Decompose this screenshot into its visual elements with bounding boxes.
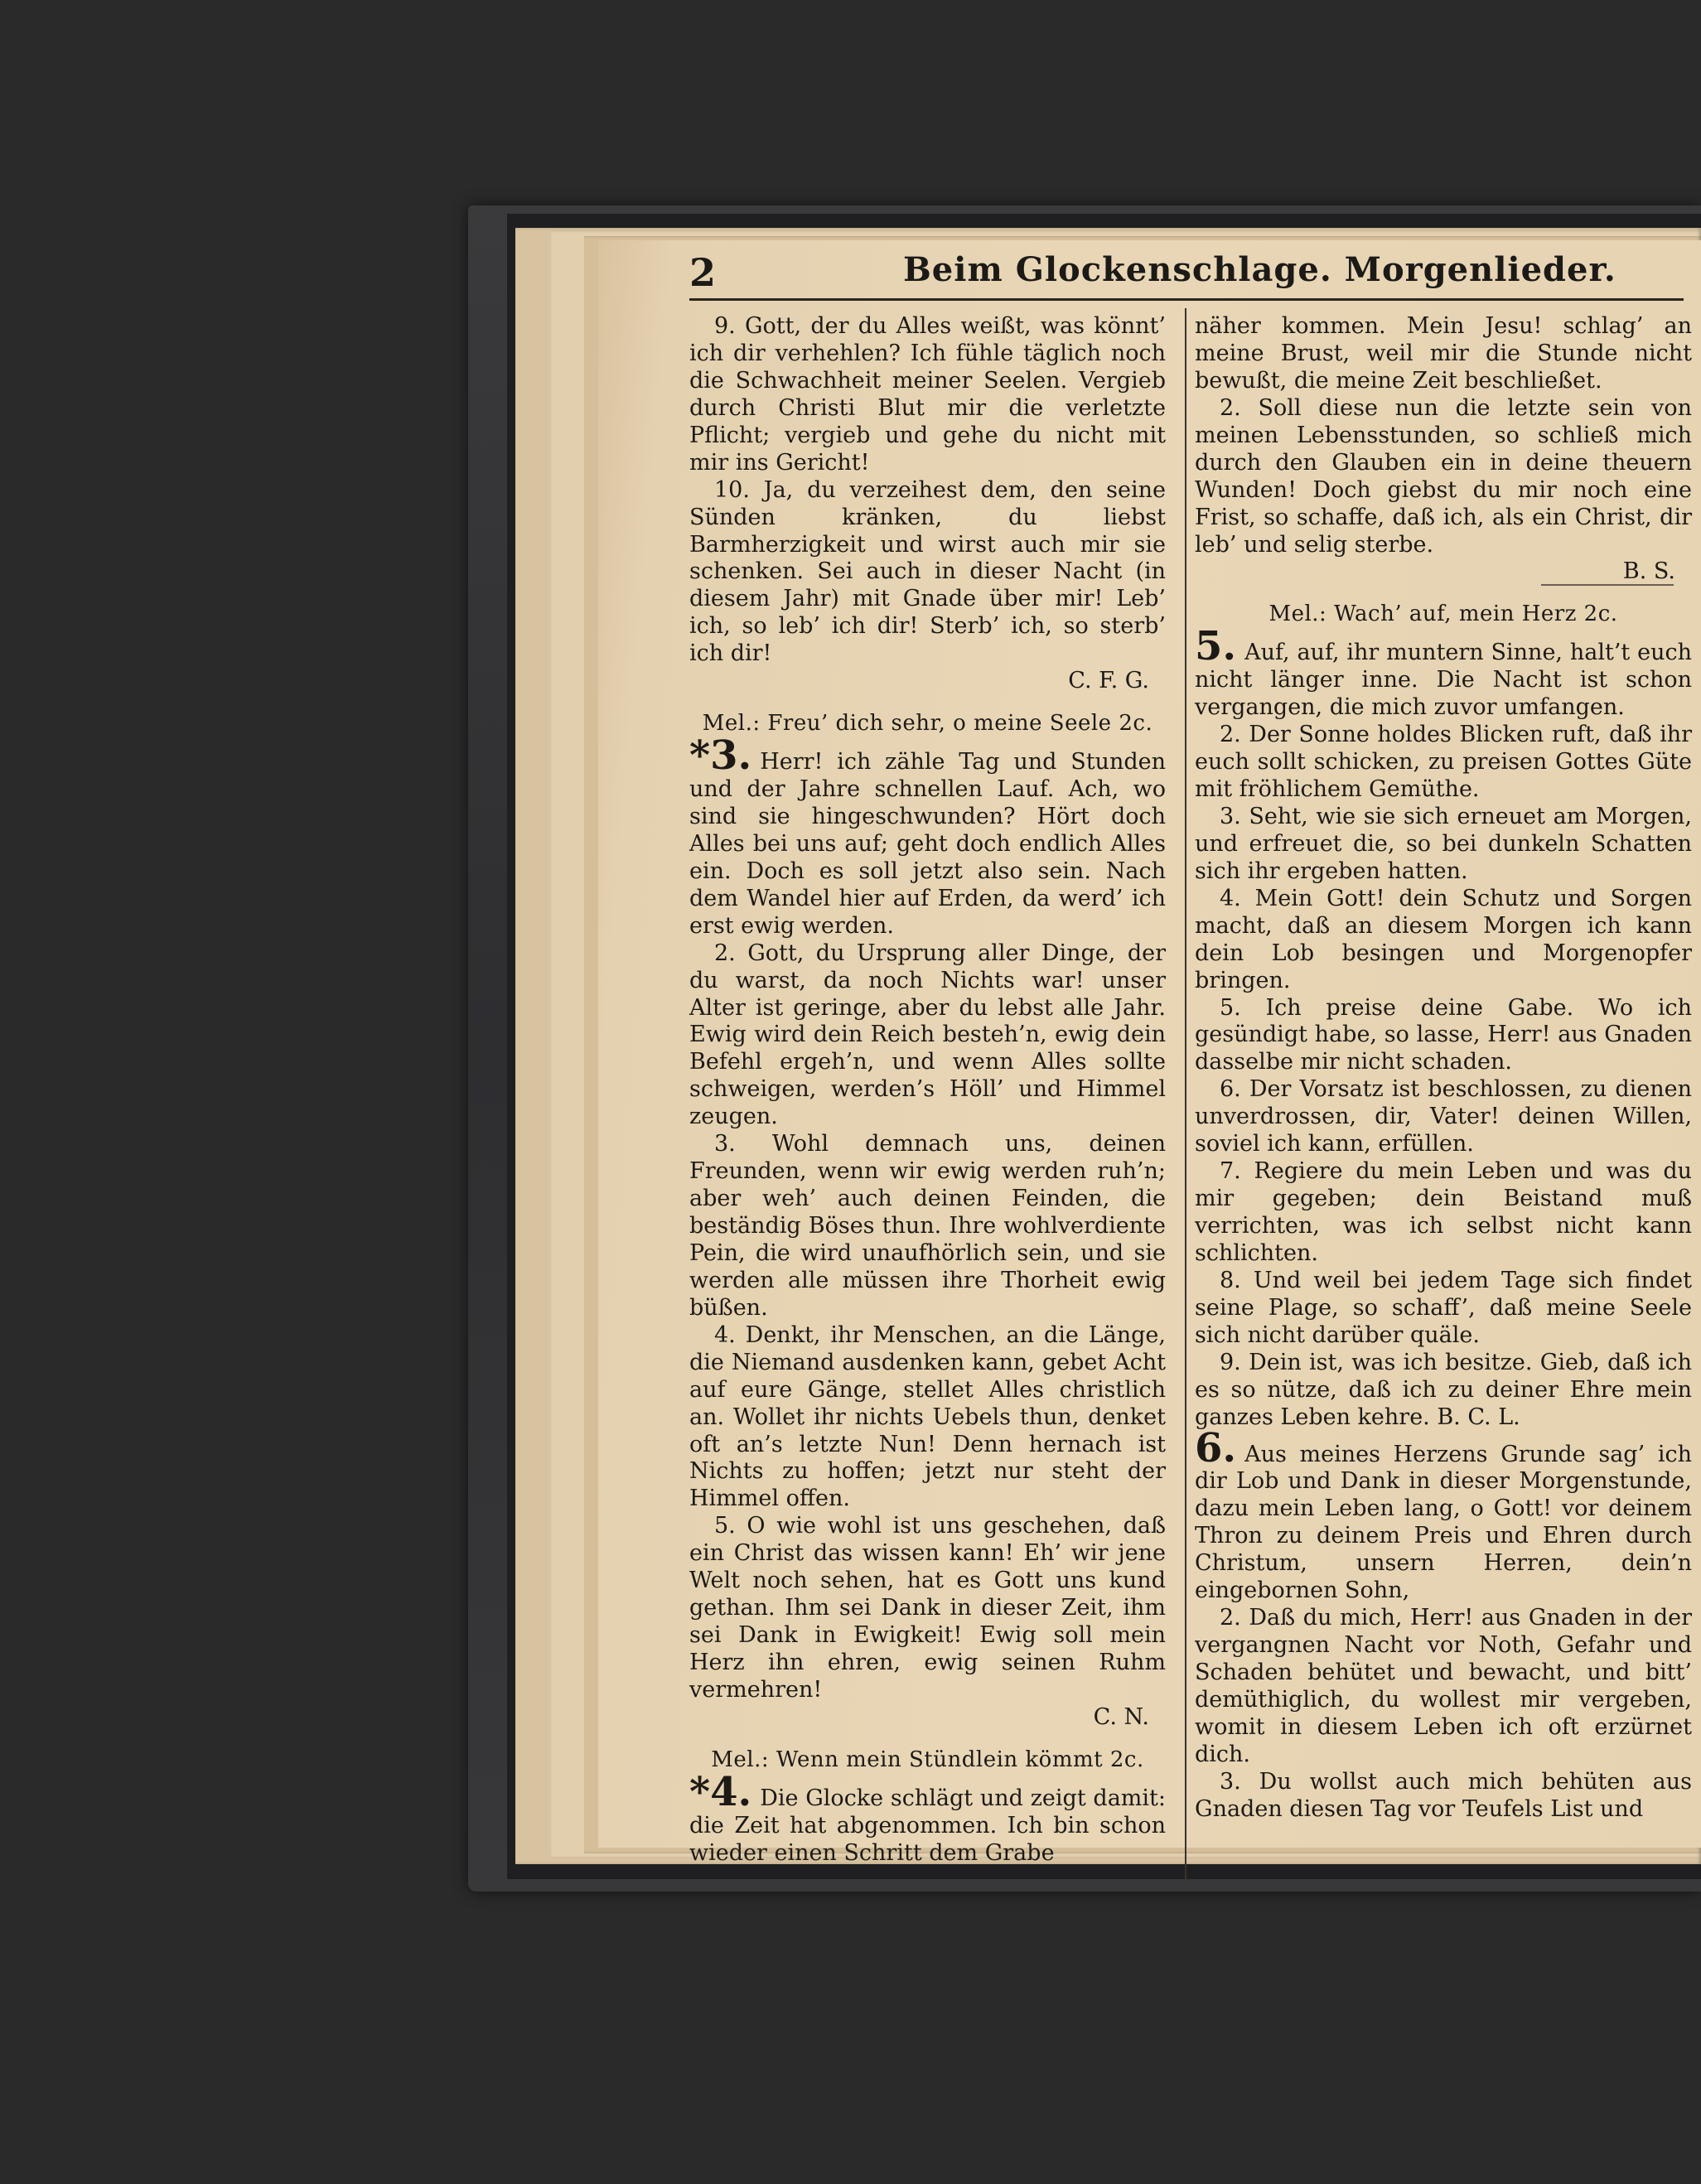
verse-paragraph: [1195, 1158, 1692, 1268]
right-column: [1195, 313, 1692, 1824]
paragraph-text: 9. Gott, der du Alles weißt, was könnt’ ich dir verhehlen? Ich fühle täglich noch die Schwachheit meiner Seelen. Vergieb durch Christi Blut mir die verletzte Pflicht; vergieb und gehe du nicht mit mir ins Gericht!: [689, 313, 1166, 476]
paragraph-text: Aus meines Herzens Grunde sag’ ich dir Lob und Dank in dieser Morgenstunde, dazu mein Leben lang, o Gott! vor deinem Thron zu deinem Preis und Ehren durch Christum, unsern Herren, dein’n eingebornen Sohn,: [1195, 1441, 1692, 1604]
hymn-number: 5.: [1195, 623, 1237, 670]
hymn-number: 6.: [1195, 1424, 1237, 1471]
paragraph-text: 3. Seht, wie sie sich erneuet am Morgen, und erfreuet die, so bei dunkeln Schatten sich ihr ergeben hatten.: [1195, 803, 1692, 884]
verse-paragraph: [1195, 313, 1692, 395]
paragraph-text: C. F. G.: [1068, 668, 1149, 694]
hymn-start: [689, 1768, 1166, 1868]
author-initials: [689, 668, 1166, 695]
running-head: Beim Glockenschlage. Morgenlieder.: [903, 250, 1616, 289]
paragraph-text: 6. Der Vorsatz ist beschlossen, zu dienen unverdrossen, dir, Vater! deinen Willen, soviel ich kann, erfüllen.: [1195, 1076, 1692, 1157]
left-column: [689, 313, 1166, 1868]
verse-paragraph: [1195, 1268, 1692, 1350]
hymn-start: [1195, 623, 1692, 722]
paragraph-text: 3. Wohl demnach uns, deinen Freunden, wenn wir ewig werden ruh’n; aber weh’ auch deinen Feinden, die beständig Böses thun. Ihre wohlverdiente Pein, die wird unaufhörlich sein, und sie werden alle müssen ihre Thorheit ewig büßen.: [689, 1131, 1166, 1321]
verse-paragraph: [689, 313, 1166, 477]
verse-paragraph: [1195, 395, 1692, 559]
paragraph-text: Mel.: Wach’ auf, mein Herz 2c.: [1269, 602, 1618, 627]
hymn-number: *4.: [689, 1768, 752, 1815]
paragraph-text: Mel.: Freu’ dich sehr, o meine Seele 2c.: [702, 711, 1153, 737]
verse-paragraph: [689, 940, 1166, 1132]
paragraph-text: C. N.: [1093, 1703, 1149, 1730]
paragraph-text: Mel.: Wenn mein Stündlein kömmt 2c.: [711, 1747, 1144, 1772]
paragraph-text: 2. Der Sonne holdes Blicken ruft, daß ihr euch sollt schicken, zu preisen Gottes Güte mit fröhlichem Gemüthe.: [1195, 722, 1692, 802]
header-rule: [689, 298, 1684, 301]
paragraph-text: 4. Denkt, ihr Menschen, an die Länge, die Niemand ausdenken kann, gebet Acht auf eure Gänge, stellet Alles christlich an. Wollet ihr nichts Uebels thun, denket oft an’s letzte Nun! Denn hernach ist Nichts zu hoffen; jetzt nur steht der Himmel offen.: [689, 1322, 1166, 1512]
verse-paragraph: [1195, 804, 1692, 886]
paragraph-text: 9. Dein ist, was ich besitze. Gieb, daß ich es so nütze, daß ich zu deiner Ehre mein ganzes Leben kehre. B. C. L.: [1195, 1349, 1692, 1430]
paragraph-text: 2. Gott, du Ursprung aller Dinge, der du warst, da noch Nichts war! unser Alter ist geringe, aber du lebst alle Jahr. Ewig wird dein Reich besteh’n, ewig dein Befehl ergeh’n, und wenn Alles sollte schweigen, werden’s Höll’ und Himmel zeugen.: [689, 940, 1166, 1130]
paragraph-text: Die Glocke schlägt und zeigt damit: die Zeit hat abgenommen. Ich bin schon wieder einen Schritt dem Grabe: [689, 1785, 1166, 1866]
paragraph-text: 3. Du wollst auch mich behüten aus Gnaden diesen Tag vor Teufels List und: [1195, 1768, 1692, 1822]
melody-line: [1195, 601, 1692, 628]
paragraph-text: näher kommen. Mein Jesu! schlag’ an meine Brust, weil mir die Stunde nicht bewußt, die meine Zeit beschließet.: [1195, 313, 1692, 394]
author-initials: [1195, 558, 1692, 586]
verse-paragraph: [1195, 1076, 1692, 1158]
paragraph-text: Herr! ich zähle Tag und Stunden und der Jahre schnellen Lauf. Ach, wo sind sie hingeschwunden? Hört doch Alles bei uns auf; geht doch endlich Alles ein. Doch es soll jetzt also sein. Nach dem Wandel hier auf Erden, da werd’ ich erst ewig werden.: [689, 749, 1166, 939]
author-initials: [689, 1704, 1166, 1732]
verse-paragraph: [1195, 1350, 1692, 1432]
paragraph-text: 10. Ja, du verzeihest dem, den seine Sünden kränken, du liebst Barmherzigkeit und wirst auch mir sie schenken. Sei auch in dieser Nacht (in diesem Jahr) mit Gnade über mir! Leb’ ich, so leb’ ich dir! Sterb’ ich, so sterb’ ich dir!: [689, 476, 1166, 667]
paragraph-text: 7. Regiere du mein Leben und was du mir gegeben; dein Beistand muß verrichten, was ich selbst nicht kann schlichten.: [1195, 1158, 1692, 1266]
melody-line: [689, 1747, 1166, 1774]
verse-paragraph: [1195, 1769, 1692, 1824]
hymn-start: [1195, 1424, 1692, 1606]
verse-paragraph: [1195, 995, 1692, 1077]
paragraph-text: 2. Daß du mich, Herr! aus Gnaden in der vergangnen Nacht vor Noth, Gefahr und Schaden behütet und bewacht, und bitt’ demüthiglich, du wollest mir vergeben, womit in diesem Leben ich oft erzürnet dich.: [1195, 1605, 1692, 1767]
verse-paragraph: [689, 1131, 1166, 1322]
verse-paragraph: [689, 1322, 1166, 1514]
verse-paragraph: [1195, 886, 1692, 995]
paragraph-text: B. S.: [1622, 558, 1675, 585]
page-number: 2: [689, 250, 717, 295]
verse-paragraph: [689, 1513, 1166, 1704]
melody-line: [689, 710, 1166, 737]
paragraph-text: 5. O wie wohl ist uns geschehen, daß ein Christ das wissen kann! Eh’ wir jene Welt noch sehen, hat es Gott uns kund gethan. Ihm sei Dank in dieser Zeit, ihm sei Dank in Ewigkeit! Ewig soll mein Herz ihn ehren, ewig seinen Ruhm vermehren!: [689, 1513, 1166, 1703]
hymn-start: [689, 732, 1166, 940]
hymn-number: *3.: [689, 732, 752, 780]
paragraph-text: 5. Ich preise deine Gabe. Wo ich gesündigt habe, so lasse, Herr! aus Gnaden dasselbe mir nicht schaden.: [1195, 994, 1692, 1075]
verse-paragraph: [689, 477, 1166, 669]
verse-paragraph: [1195, 1605, 1692, 1769]
verse-paragraph: [1195, 722, 1692, 804]
column-divider: [1185, 308, 1186, 1882]
paragraph-text: 4. Mein Gott! dein Schutz und Sorgen macht, daß an diesem Morgen ich kann dein Lob besingen und Morgenopfer bringen.: [1195, 885, 1692, 993]
paragraph-text: 8. Und weil bei jedem Tage sich findet seine Plage, so schaff’, daß meine Seele sich nicht darüber quäle.: [1195, 1267, 1692, 1348]
paragraph-text: 2. Soll diese nun die letzte sein von meinen Lebensstunden, so schließ mich durch den Glauben ein in deine theuern Wunden! Doch giebst du mir noch eine Frist, so schaffe, daß ich, als ein Christ, dir leb’ und selig sterbe.: [1195, 394, 1692, 558]
paragraph-text: Auf, auf, ihr muntern Sinne, halt’t euch nicht länger inne. Die Nacht ist schon vergangen, die mich zuvor umfangen.: [1195, 640, 1692, 721]
